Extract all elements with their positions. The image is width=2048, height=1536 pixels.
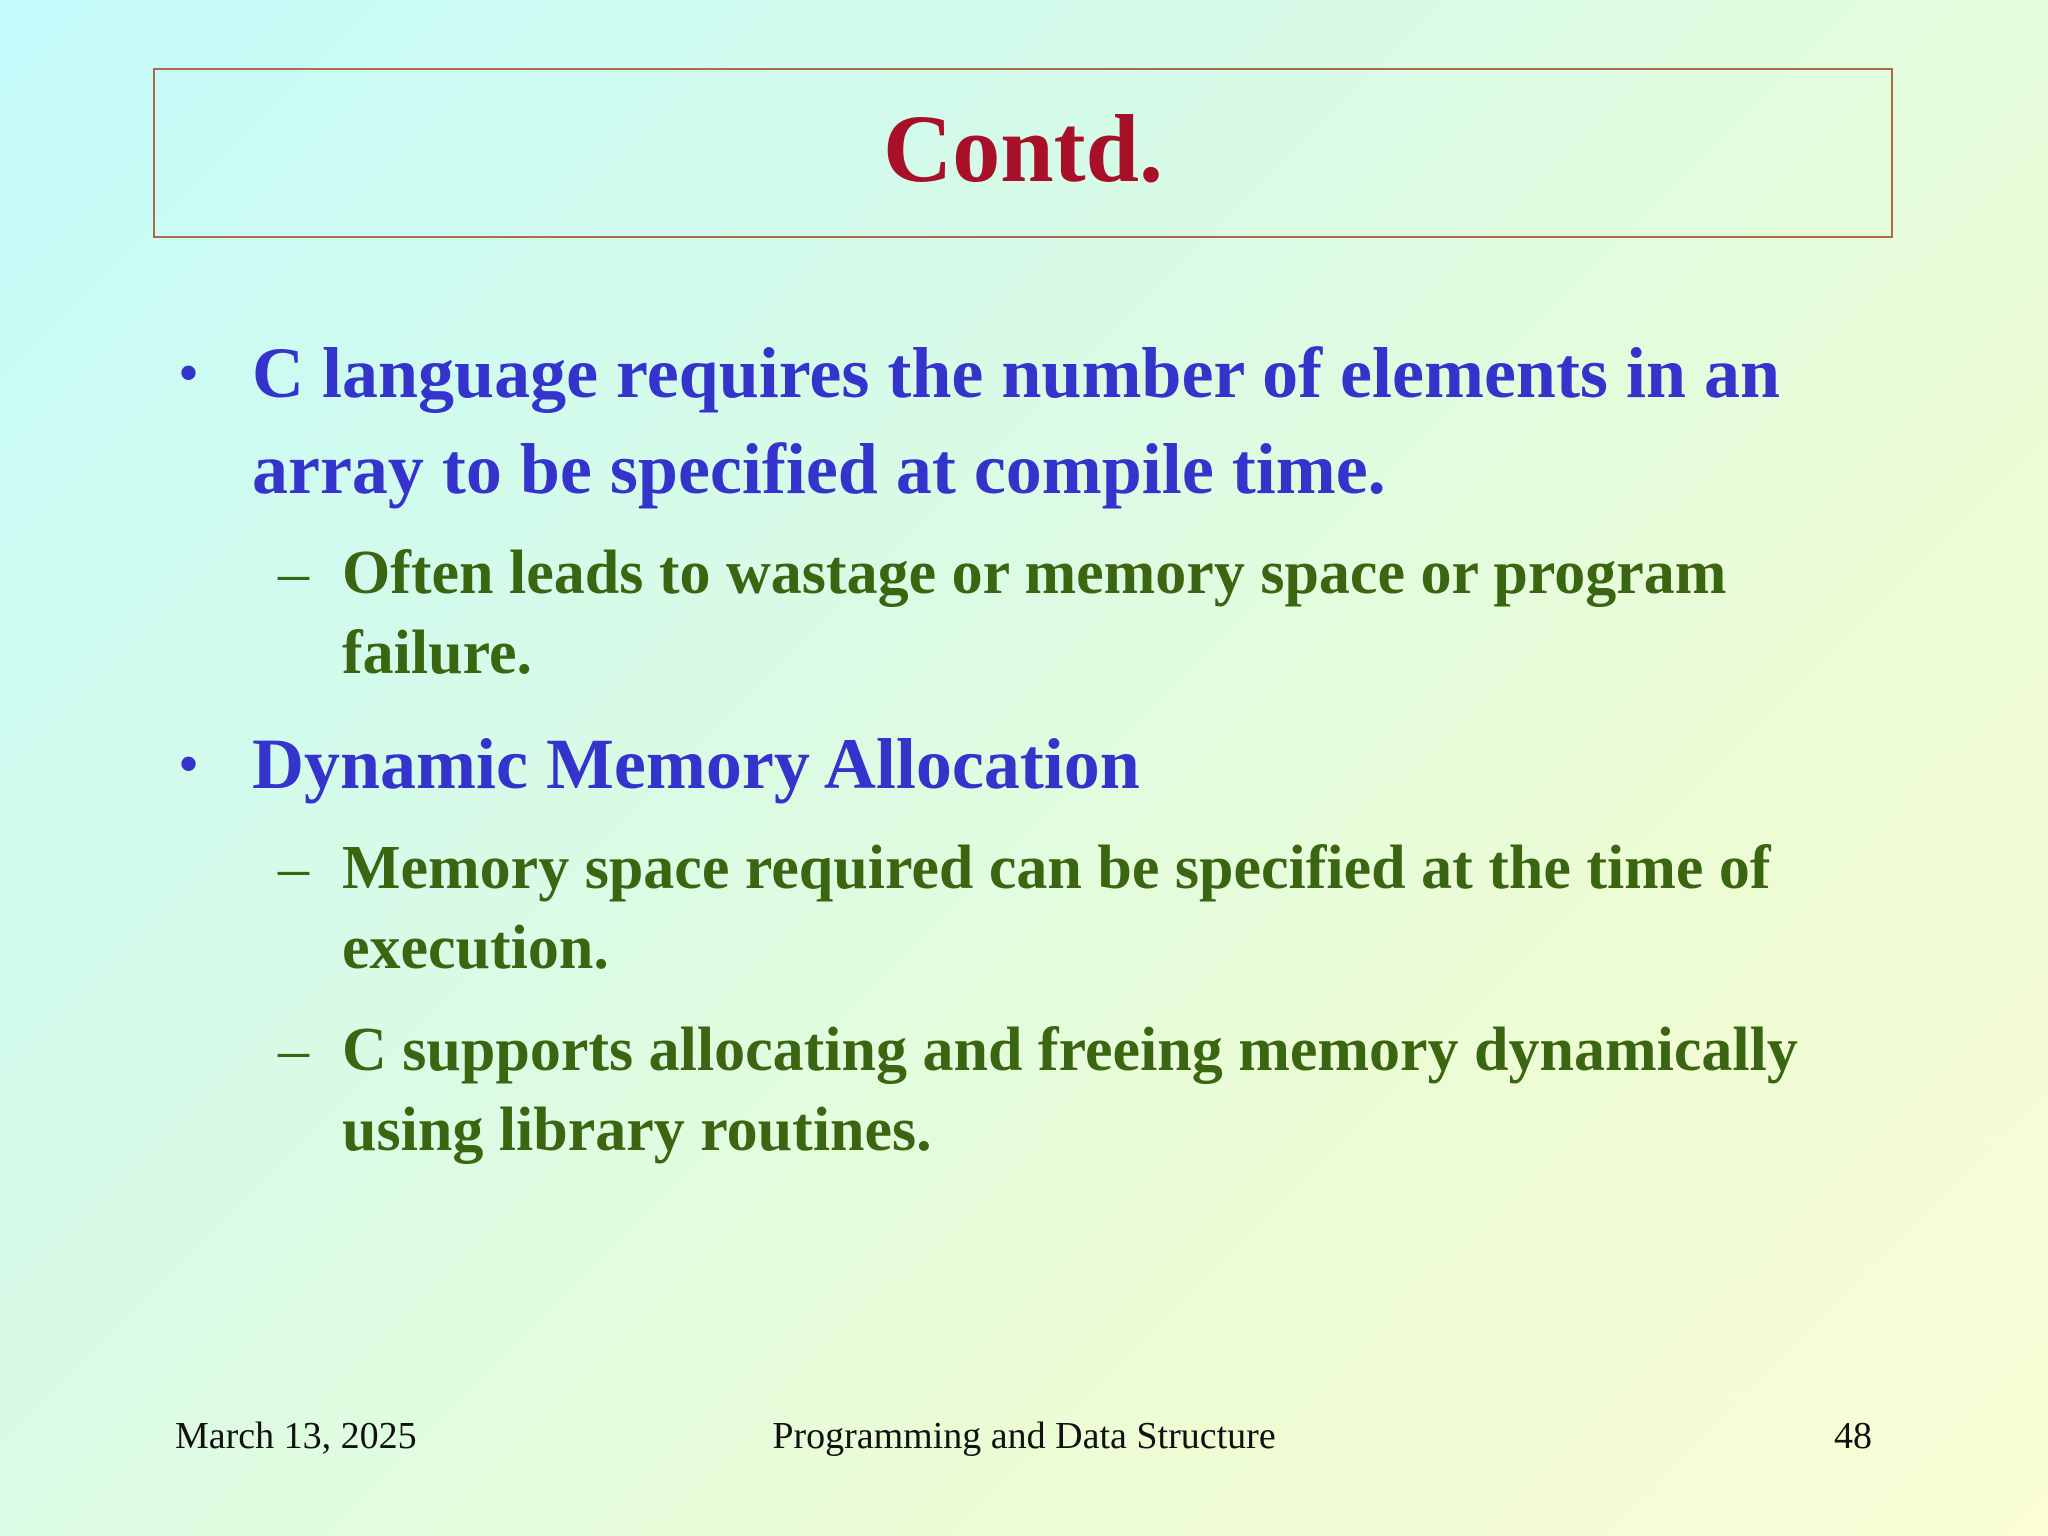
bullet-2-text: Dynamic Memory Allocation: [252, 724, 1140, 804]
sub-bullet-2-1-text: Memory space required can be specified at the time of execution.: [342, 834, 1771, 982]
title-box: [153, 68, 1893, 238]
sub-bullet-marker: –: [278, 1016, 309, 1084]
sub-bullet-marker: –: [278, 539, 309, 607]
footer-course-title: Programming and Data Structure: [772, 1415, 1276, 1457]
sub-bullet-2-2-text: C supports allocating and freeing memory dynamically using library routines.: [342, 1016, 1798, 1164]
page-number: 48: [1834, 1415, 1872, 1457]
bullet-marker: •: [178, 340, 200, 406]
sub-bullet-marker: –: [278, 834, 309, 902]
footer-date: March 13, 2025: [175, 1415, 417, 1457]
slide-title: Contd.: [882, 95, 1164, 202]
sub-bullet-1-1-text: Often leads to wastage or memory space or program failure.: [342, 539, 1727, 687]
bullet-1-text: C language requires the number of elements in an array to be specified at compile time.: [252, 333, 1781, 509]
bullet-marker: •: [178, 731, 200, 797]
